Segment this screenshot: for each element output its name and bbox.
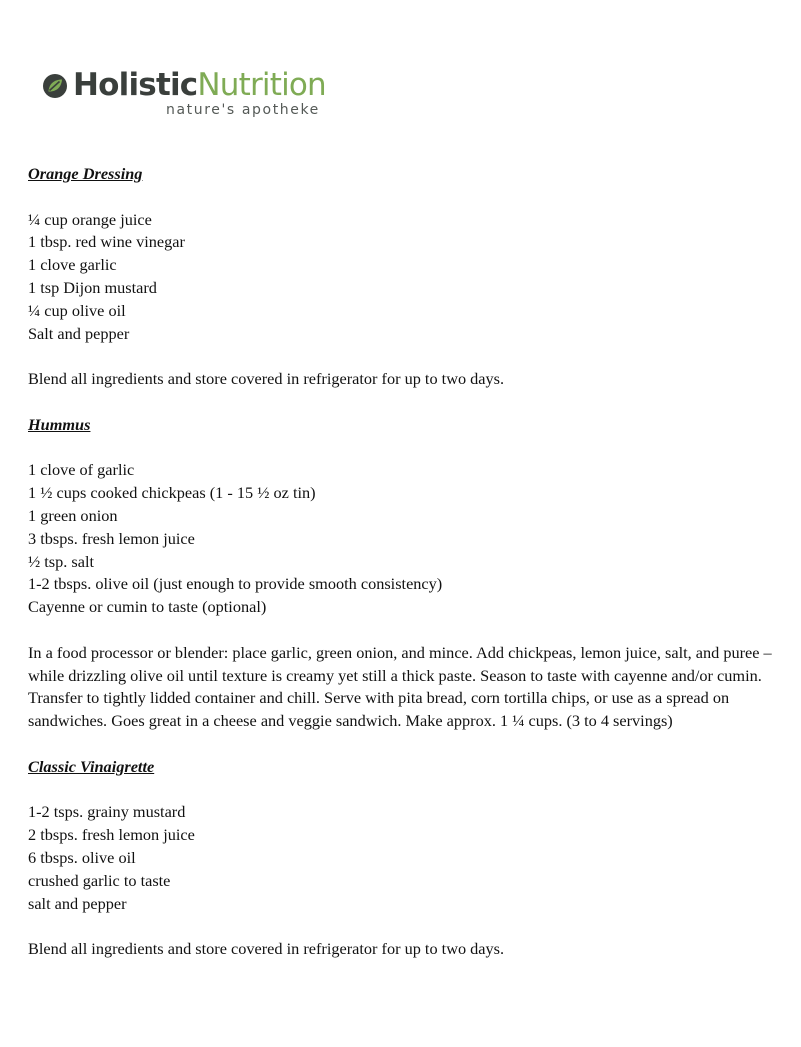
spacer — [28, 619, 788, 642]
ingredient-line: 1 green onion — [28, 505, 118, 525]
logo-word-nutrition: Nutrition — [197, 67, 326, 103]
recipe-instructions: In a food processor or blender: place garlic, green onion, and mince. Add chickpeas, lemon juice, salt, and puree – while drizzling olive oil until texture is creamy yet still a thick paste. Season to taste with cayenne and/or cumin. Transfer to tightly lidded container and chill. Serve with pita bread, corn tortilla chips, or use as a spread on sandwiches. Goes great in a cheese and veggie sandwich. Make approx. 1 ¼ cups. (3 to 4 servings) — [28, 642, 772, 731]
ingredient-line: salt and pepper — [28, 893, 127, 913]
spacer — [28, 391, 788, 414]
ingredient-line: 1-2 tbsps. olive oil (just enough to provide smooth consistency) — [28, 574, 443, 594]
ingredient-line: ¼ cup olive oil — [28, 300, 126, 320]
ingredient-line: 1 clove of garlic — [28, 460, 135, 480]
ingredient-line: crushed garlic to taste — [28, 870, 171, 890]
ingredient-line: 1 tbsp. red wine vinegar — [28, 232, 185, 252]
holistic-nutrition-logo — [40, 64, 360, 124]
ingredient-line: 2 tbsps. fresh lemon juice — [28, 825, 195, 845]
spacer — [28, 345, 788, 368]
ingredient-line: 3 tbsps. fresh lemon juice — [28, 528, 195, 548]
ingredient-line: Cayenne or cumin to taste (optional) — [28, 597, 267, 617]
spacer — [28, 186, 788, 209]
ingredient-line: 6 tbsps. olive oil — [28, 847, 136, 867]
logo-word-holistic: Holistic — [73, 67, 198, 103]
ingredient-line: 1 ½ cups cooked chickpeas (1 - 15 ½ oz tin) — [28, 483, 316, 503]
ingredient-line: ¼ cup orange juice — [28, 209, 152, 229]
logo-wordmark — [73, 66, 326, 104]
spacer — [28, 437, 788, 460]
recipe-content — [28, 163, 788, 961]
ingredient-line: 1 clove garlic — [28, 255, 117, 275]
ingredient-line: 1 tsp Dijon mustard — [28, 277, 157, 297]
recipe-instructions: Blend all ingredients and store covered in refrigerator for up to two days. — [28, 369, 505, 389]
leaf-icon — [42, 73, 68, 99]
spacer — [28, 915, 788, 938]
ingredient-line: 1-2 tsps. grainy mustard — [28, 802, 186, 822]
recipe-instructions: Blend all ingredients and store covered in refrigerator for up to two days. — [28, 939, 505, 959]
ingredient-line: Salt and pepper — [28, 323, 130, 343]
ingredient-line: ½ tsp. salt — [28, 551, 95, 571]
logo-tagline: nature's apotheke — [166, 102, 320, 118]
spacer — [28, 779, 788, 802]
recipe-title: Classic Vinaigrette — [28, 756, 155, 776]
spacer — [28, 733, 788, 756]
recipe-title: Orange Dressing — [28, 164, 143, 183]
recipe-title: Hummus — [28, 414, 91, 434]
